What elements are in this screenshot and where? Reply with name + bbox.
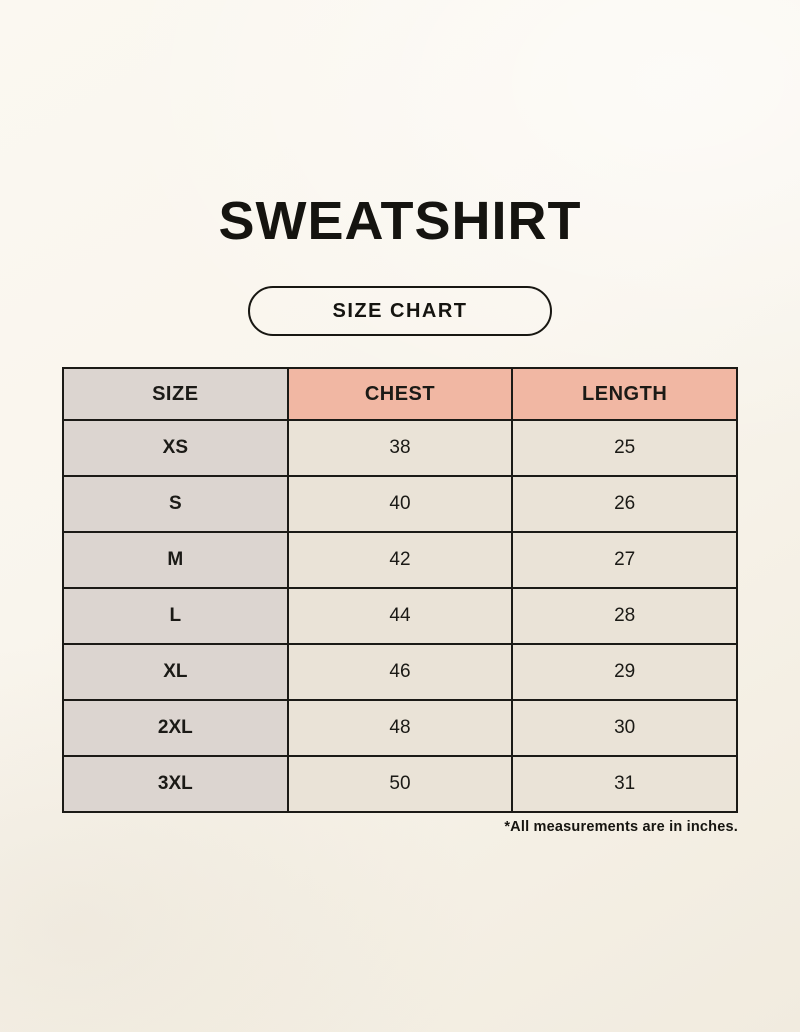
size-table: [62, 367, 738, 813]
chest-cell: 42: [288, 532, 513, 588]
length-cell: 26: [512, 476, 737, 532]
chest-cell: 40: [288, 476, 513, 532]
length-cell: 25: [512, 420, 737, 476]
size-chart-badge-label: SIZE CHART: [332, 299, 468, 322]
size-chart-badge: [248, 286, 552, 336]
size-cell: 3XL: [63, 756, 288, 812]
length-cell: 28: [512, 588, 737, 644]
table-row: [63, 588, 737, 644]
chest-cell: 44: [288, 588, 513, 644]
header-size: SIZE: [63, 368, 288, 420]
size-cell: S: [63, 476, 288, 532]
size-cell: XS: [63, 420, 288, 476]
length-cell: 29: [512, 644, 737, 700]
size-cell: M: [63, 532, 288, 588]
length-cell: 30: [512, 700, 737, 756]
length-cell: 31: [512, 756, 737, 812]
table-row: [63, 420, 737, 476]
table-header-row: [63, 368, 737, 420]
table-row: [63, 476, 737, 532]
header-length: LENGTH: [512, 368, 737, 420]
table-row: [63, 532, 737, 588]
header-chest: CHEST: [288, 368, 513, 420]
chest-cell: 46: [288, 644, 513, 700]
chest-cell: 48: [288, 700, 513, 756]
size-cell: XL: [63, 644, 288, 700]
table-row: [63, 644, 737, 700]
chest-cell: 50: [288, 756, 513, 812]
length-cell: 27: [512, 532, 737, 588]
table-row: [63, 700, 737, 756]
page-title: SWEATSHIRT: [218, 191, 582, 251]
table-row: [63, 756, 737, 812]
measurements-footnote: *All measurements are in inches.: [504, 819, 738, 835]
size-cell: 2XL: [63, 700, 288, 756]
size-cell: L: [63, 588, 288, 644]
chest-cell: 38: [288, 420, 513, 476]
